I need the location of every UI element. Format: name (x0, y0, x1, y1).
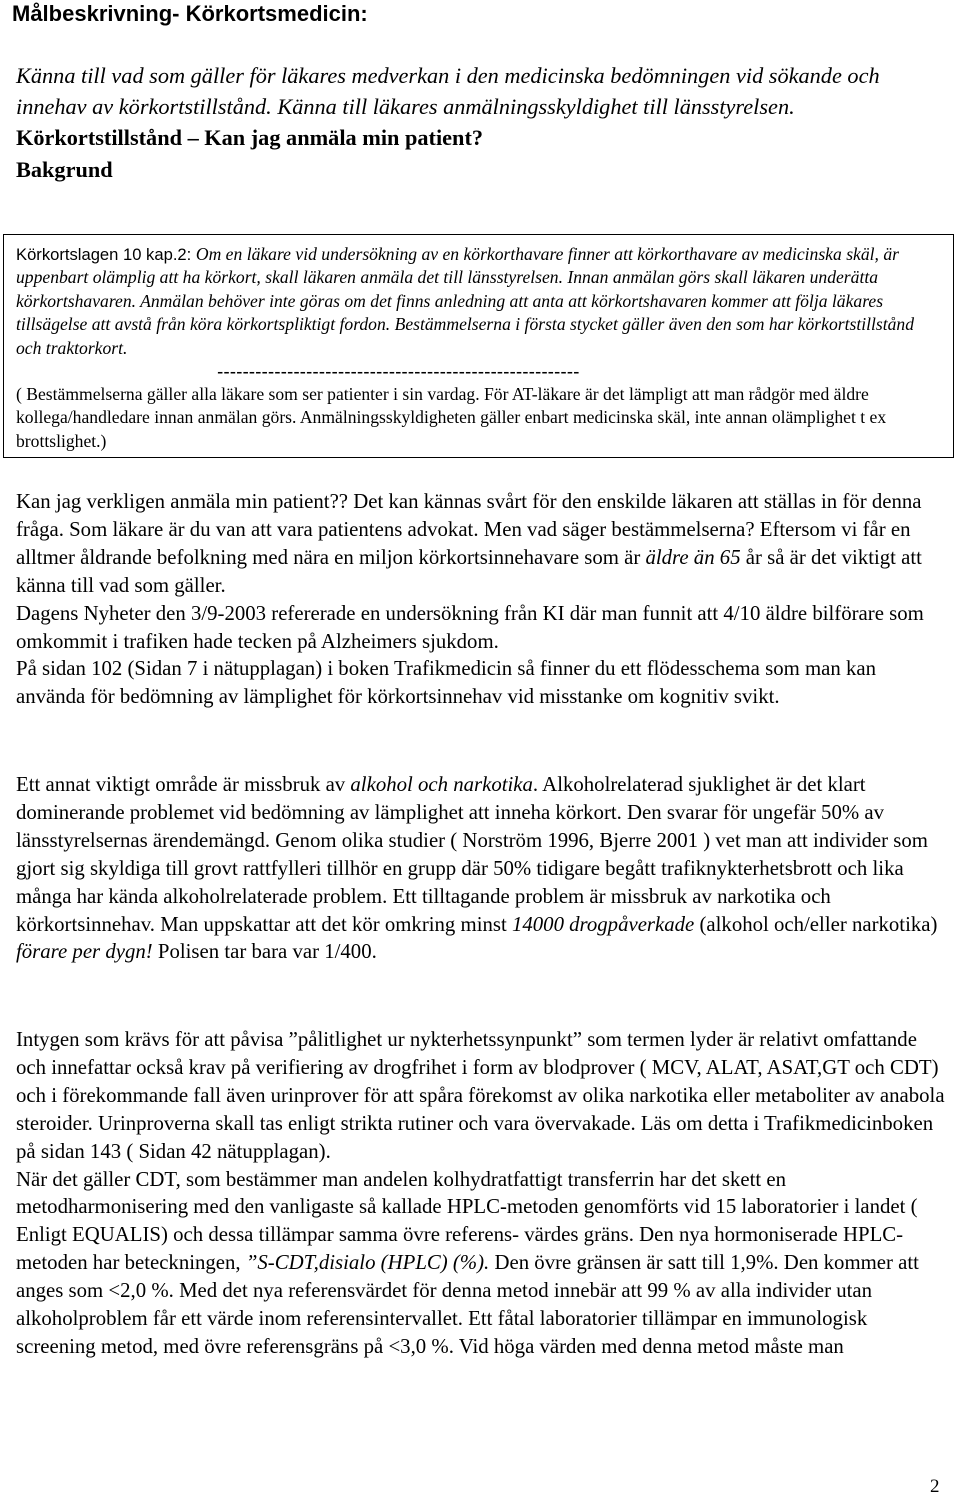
page-number: 2 (930, 1476, 940, 1497)
law-reference: Körkortslagen 10 kap.2: (16, 245, 196, 264)
paragraph: Intygen som krävs för att påvisa ”pålitlighet ur nykterhetssynpunkt” som termen lyder är relativt omfattande och innefattar också krav på verifiering av drogfrihet i form av blodprover ( MCV, ALAT, ASAT,GT och CDT) och i förekommande fall även urinprover för att spåra förekomst av olika narkotika eller metaboliter av anabola steroider. Urinproverna skall tas enligt strikta rutiner och vara övervakade. Läs om detta i Trafikmedicinboken på sidan 143 ( Sidan 42 nätupplagan). (16, 1028, 945, 1163)
intro-block (16, 60, 946, 185)
goal-text: Känna till vad som gäller för läkares medverkan i den medicinska bedömningen vid sökande och innehav av körkortstillstånd. Känna till läkares anmälningsskyldighet till länsstyrelsen. (16, 63, 880, 120)
paragraph: På sidan 102 (Sidan 7 i nätupplagan) i boken Trafikmedicin så finner du ett flödesschema som man kan använda för bedömning av lämplighet för körkortsinnehav vid misstanke om kognitiv svikt. (16, 657, 877, 709)
paragraph: Dagens Nyheter den 3/9-2003 refererade en undersökning från KI där man funnit att 4/10 äldre bilförare som omkommit i trafiken hade tecken på Alzheimers sjukdom. (16, 601, 924, 653)
law-note: ( Bestämmelserna gäller alla läkare som ser patienter i sin vardag. För AT-läkare är det lämpligt att man rådgör med äldre kollega/handledare innan anmälan görs. Anmälningsskyldigheten gäller enbart medicinska skäl, inte annan olämplighet t ex brottslighet.) (16, 384, 887, 451)
paragraph: Ett annat viktigt område är missbruk av alkohol och narkotika. Alkoholrelaterad sjuklighet är det klart dominerande problemet vid bedömning av lämplighet att inneha körkort. Den svarar för ungefär 50% av länsstyrelsernas ärendemängd. Genom olika studier ( Norström 1996, Bjerre 2001 ) vet man att individer som gjort sig skyldiga till grovt rattfylleri tillhör en grupp där 50% tidigare begått trafiknykterhetsbrott och lika många har kända alkoholrelaterade problem. Ett tilltagande problem är missbruk av narkotika och körkortsinnehav. Man uppskattar att det kör omkring minst 14000 drogpåverkade (alkohol och/eller narkotika) förare per dygn! Polisen tar bara var 1/400. (16, 773, 938, 964)
subheading: Körkortstillstånd – Kan jag anmäla min patient? (16, 125, 484, 151)
section-reporting (16, 488, 946, 711)
law-box (3, 234, 954, 458)
page-title: Målbeskrivning- Körkortsmedicin: (12, 1, 368, 26)
paragraph: Kan jag verkligen anmäla min patient?? Det kan kännas svårt för den enskilde läkaren att ställas in för denna fråga. Som läkare är du van att vara patientens advokat. Men vad säger bestämmelserna? Eftersom vi får en alltmer åldrande befolkning med nära en miljon körkortsinnehavare som är äldre än 65 år så är det viktigt att känna till vad som gäller. (16, 490, 922, 597)
section-substance-abuse (16, 771, 946, 966)
paragraph: När det gäller CDT, som bestämmer man andelen kolhydratfattigt transferrin har det skett en metodharmonisering med den vanligaste så kallade HPLC-metoden genomförts vid 15 laboratorier i landet ( Enligt EQUALIS) och dessa tillämpar samma övre referens- värdes gräns. Den nya hormoniserade HPLC-metoden har beteckningen, ”S-CDT,disialo (HPLC) (%). Den övre gränsen är satt till 1,9%. Den kommer att anges som <2,0 %. Med det nya referensvärdet för denna metod innebär att 99 % av alla individer utan alkoholproblem får ett värde inom referensintervallet. Ett fåtal laboratorier tillämpar en immunologisk screening metod, med övre referensgräns på <3,0 %. Vid höga värden med denna metod måste man (16, 1167, 919, 1358)
law-paragraph (16, 243, 941, 360)
separator-line: --------------------------------------------------------- (217, 361, 580, 382)
law-text: Om en läkare vid undersökning av en körkorthavare finner att körkorthavare av medicinska skäl, är uppenbart olämplig att ha körkort, skall läkaren anmäla det till länsstyrelsen. Innan anmälan görs skall läkaren underätta körkortshavaren. Anmälan behöver inte göras om det finns anledning att anta att körkortshavaren kommer att följa läkares tillsägelse att avstå från köra körkortspliktigt fordon. Bestämmelserna i första stycket gäller även den som har körkortstillstånd och traktorkort. (16, 244, 915, 358)
section-certificates (16, 1026, 946, 1361)
background-heading: Bakgrund (16, 156, 113, 182)
